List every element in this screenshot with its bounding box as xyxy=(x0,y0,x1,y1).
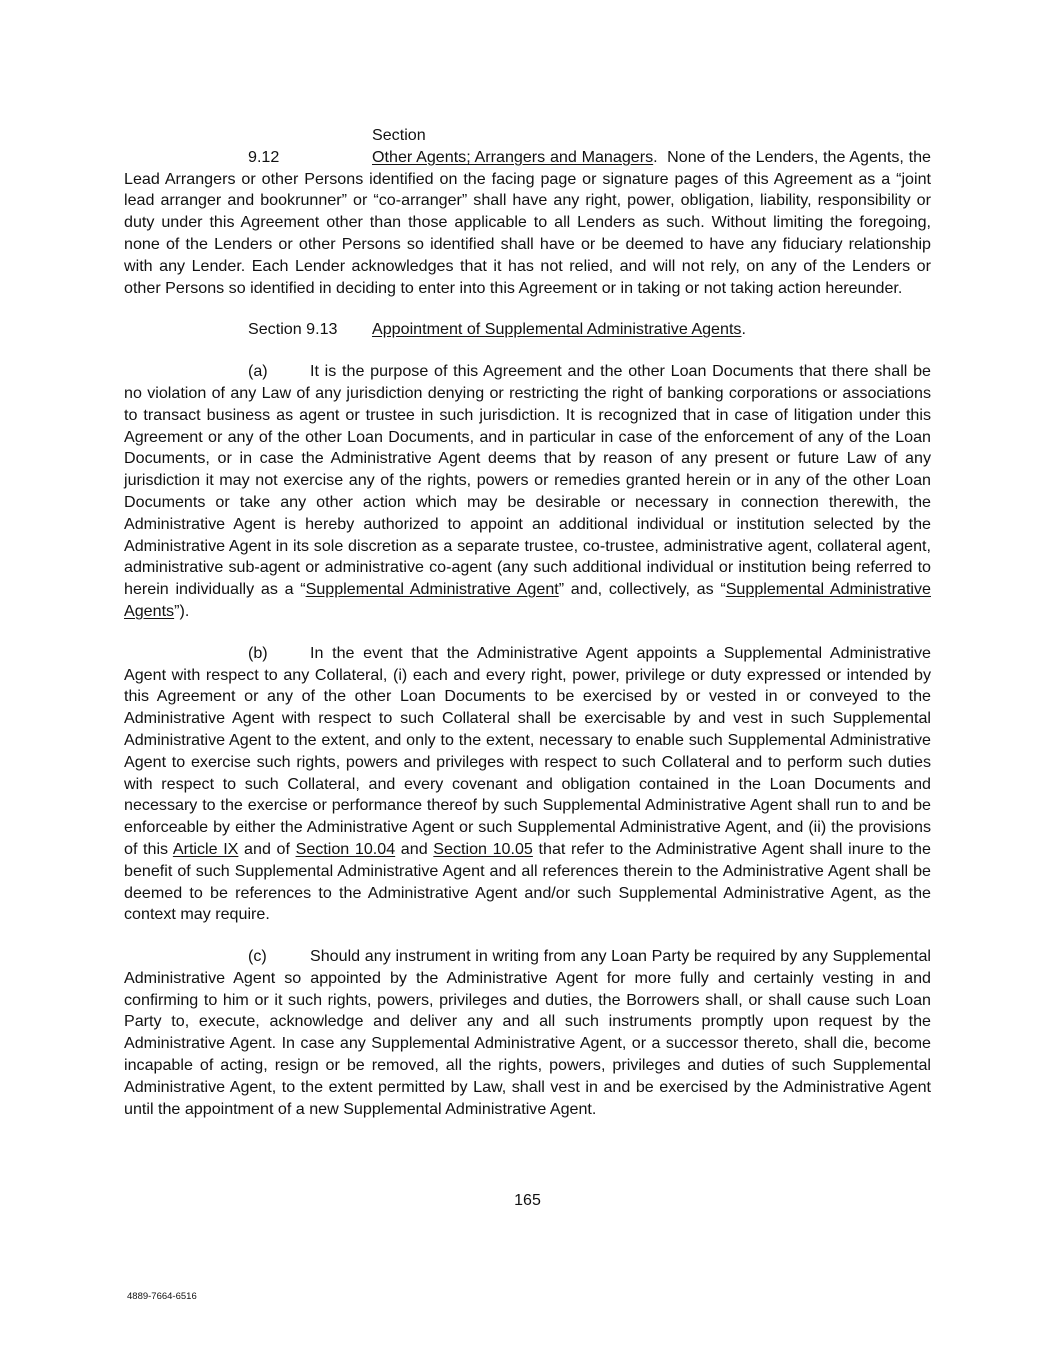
section-9-12-title: Other Agents; Arrangers and Managers xyxy=(372,147,654,166)
subsection-a-text: It is the purpose of this Agreement and the other Loan Documents that there shall be no violation of any Law of any jurisdiction denying or restricting the right of banking corporations or associations to transact business as agent or trustee in such jurisdiction. It is recognized that in case of litigation under this Agreement or any of the other Loan Documents, and in particular in case of the enforcement of any of the Loan Documents, or in case the Administrative Agent deems that by reason of any present or future Law of any jurisdiction it may not exercise any of the rights, powers or remedies granted herein or in any of the other Loan Documents or take any other action which may be desirable or necessary in connection therewith, the Administrative Agent is hereby authorized to appoint an additional individual or institution selected by the Administrative Agent in its sole discretion as a separate trustee, co-trustee, administrative agent, collateral agent, administrative sub-agent or administrative co-agent (any such additional individual or institution being referred to herein individually as a “ xyxy=(124,362,931,599)
subsection-c-text: Should any instrument in writing from any Loan Party be required by any Supplemental Administrative Agent so appointed by the Administrative Agent for more fully and certainly vesting in and confirming to him or it such rights, powers, privileges and duties, the Borrowers shall, or shall cause such Loan Party to, execute, acknowledge and deliver any and all such instruments promptly upon request by the Administrative Agent. In case any Supplemental Administrative Agent, or a successor thereto, shall die, become incapable of acting, resign or be removed, all the rights, powers, privileges and duties of such Supplemental Administrative Agent, to the extent permitted by Law, shall vest in and be exercised by the Administrative Agent until the appointment of a new Supplemental Administrative Agent. xyxy=(124,947,931,1118)
subsection-a-paragraph xyxy=(124,361,931,623)
document-id: 4889-7664-6516 xyxy=(127,1291,197,1302)
section-9-12-paragraph xyxy=(124,125,931,299)
subsection-b-text-1: In the event that the Administrative Agent appoints a Supplemental Administrative Agent with respect to any Collateral, (i) each and every right, power, privilege or duty expressed or intended by this Agreement or any of the other Loan Documents to be exercised by or vested in or conveyed to the Administrative Agent with respect to such Collateral shall be exercisable by and vest in such Supplemental Administrative Agent to the extent, and only to the extent, necessary to enable such Supplemental Administrative Agent to exercise such rights, powers and privileges with respect to such Collateral and to perform such duties with respect to such Collateral, and every covenant and obligation contained in the Loan Documents and necessary to the exercise or performance thereof by such Supplemental Administrative Agent shall run to and be enforceable by either the Administrative Agent or such Supplemental Administrative Agent, and (ii) the provisions of this xyxy=(124,643,931,858)
subsection-b-label: (b) xyxy=(248,643,268,662)
subsection-a-end-text: ”). xyxy=(174,601,190,620)
subsection-c-paragraph xyxy=(124,946,931,1120)
subsection-b-paragraph xyxy=(124,643,931,926)
subsection-b-text-3: and xyxy=(395,839,434,858)
subsection-b-text-2: and of xyxy=(238,839,296,858)
reference-section-10-05: Section 10.05 xyxy=(433,839,533,858)
section-9-13-heading xyxy=(124,319,931,341)
defined-term-supplemental-administrative-agent: Supplemental Administrative Agent xyxy=(305,580,559,599)
section-9-12-number: Section 9.12 xyxy=(248,126,426,166)
section-9-13-number: Section 9.13 xyxy=(248,320,338,339)
reference-section-10-04: Section 10.04 xyxy=(295,839,396,858)
section-9-12-text: None of the Lenders, the Agents, the Lead Arrangers or other Persons identified on the facing page or signature pages of this Agreement as a “joint lead arranger and bookrunner” or “co-arranger” shall have any right, power, obligation, liability, responsibility or duty under this Agreement other than those applicable to all Lenders as such. Without limiting the foregoing, none of the Lenders or other Persons so identified shall have or be deemed to have any fiduciary relationship with any Lender. Each Lender acknowledges that it has not relied, and will not rely, on any of the Lenders or other Persons so identified in deciding to enter into this Agreement or in taking or not taking action hereunder. xyxy=(124,147,931,297)
subsection-c-label: (c) xyxy=(248,947,267,966)
subsection-a-mid-text: ” and, collectively, as “ xyxy=(558,580,726,599)
subsection-b-text-4: that refer to the Administrative Agent shall inure to the benefit of such Supplemental Administrative Agent and all references therein to the Administrative Agent shall be deemed to be references to the Administrative Agent and/or such Supplemental Administrative Agent, as the context may require. xyxy=(124,839,931,924)
reference-article-ix: Article IX xyxy=(172,839,239,858)
section-9-13-title-period: . xyxy=(741,320,746,339)
subsection-a-label: (a) xyxy=(248,362,268,381)
document-body xyxy=(124,125,931,1120)
page-number: 165 xyxy=(514,1192,541,1209)
defined-term-supplemental-administrative-agents: Supplemental Administrative Agents xyxy=(124,580,931,620)
section-9-13-title: Appointment of Supplemental Administrative Agents xyxy=(372,320,742,339)
section-9-12-title-period: . xyxy=(653,147,658,166)
